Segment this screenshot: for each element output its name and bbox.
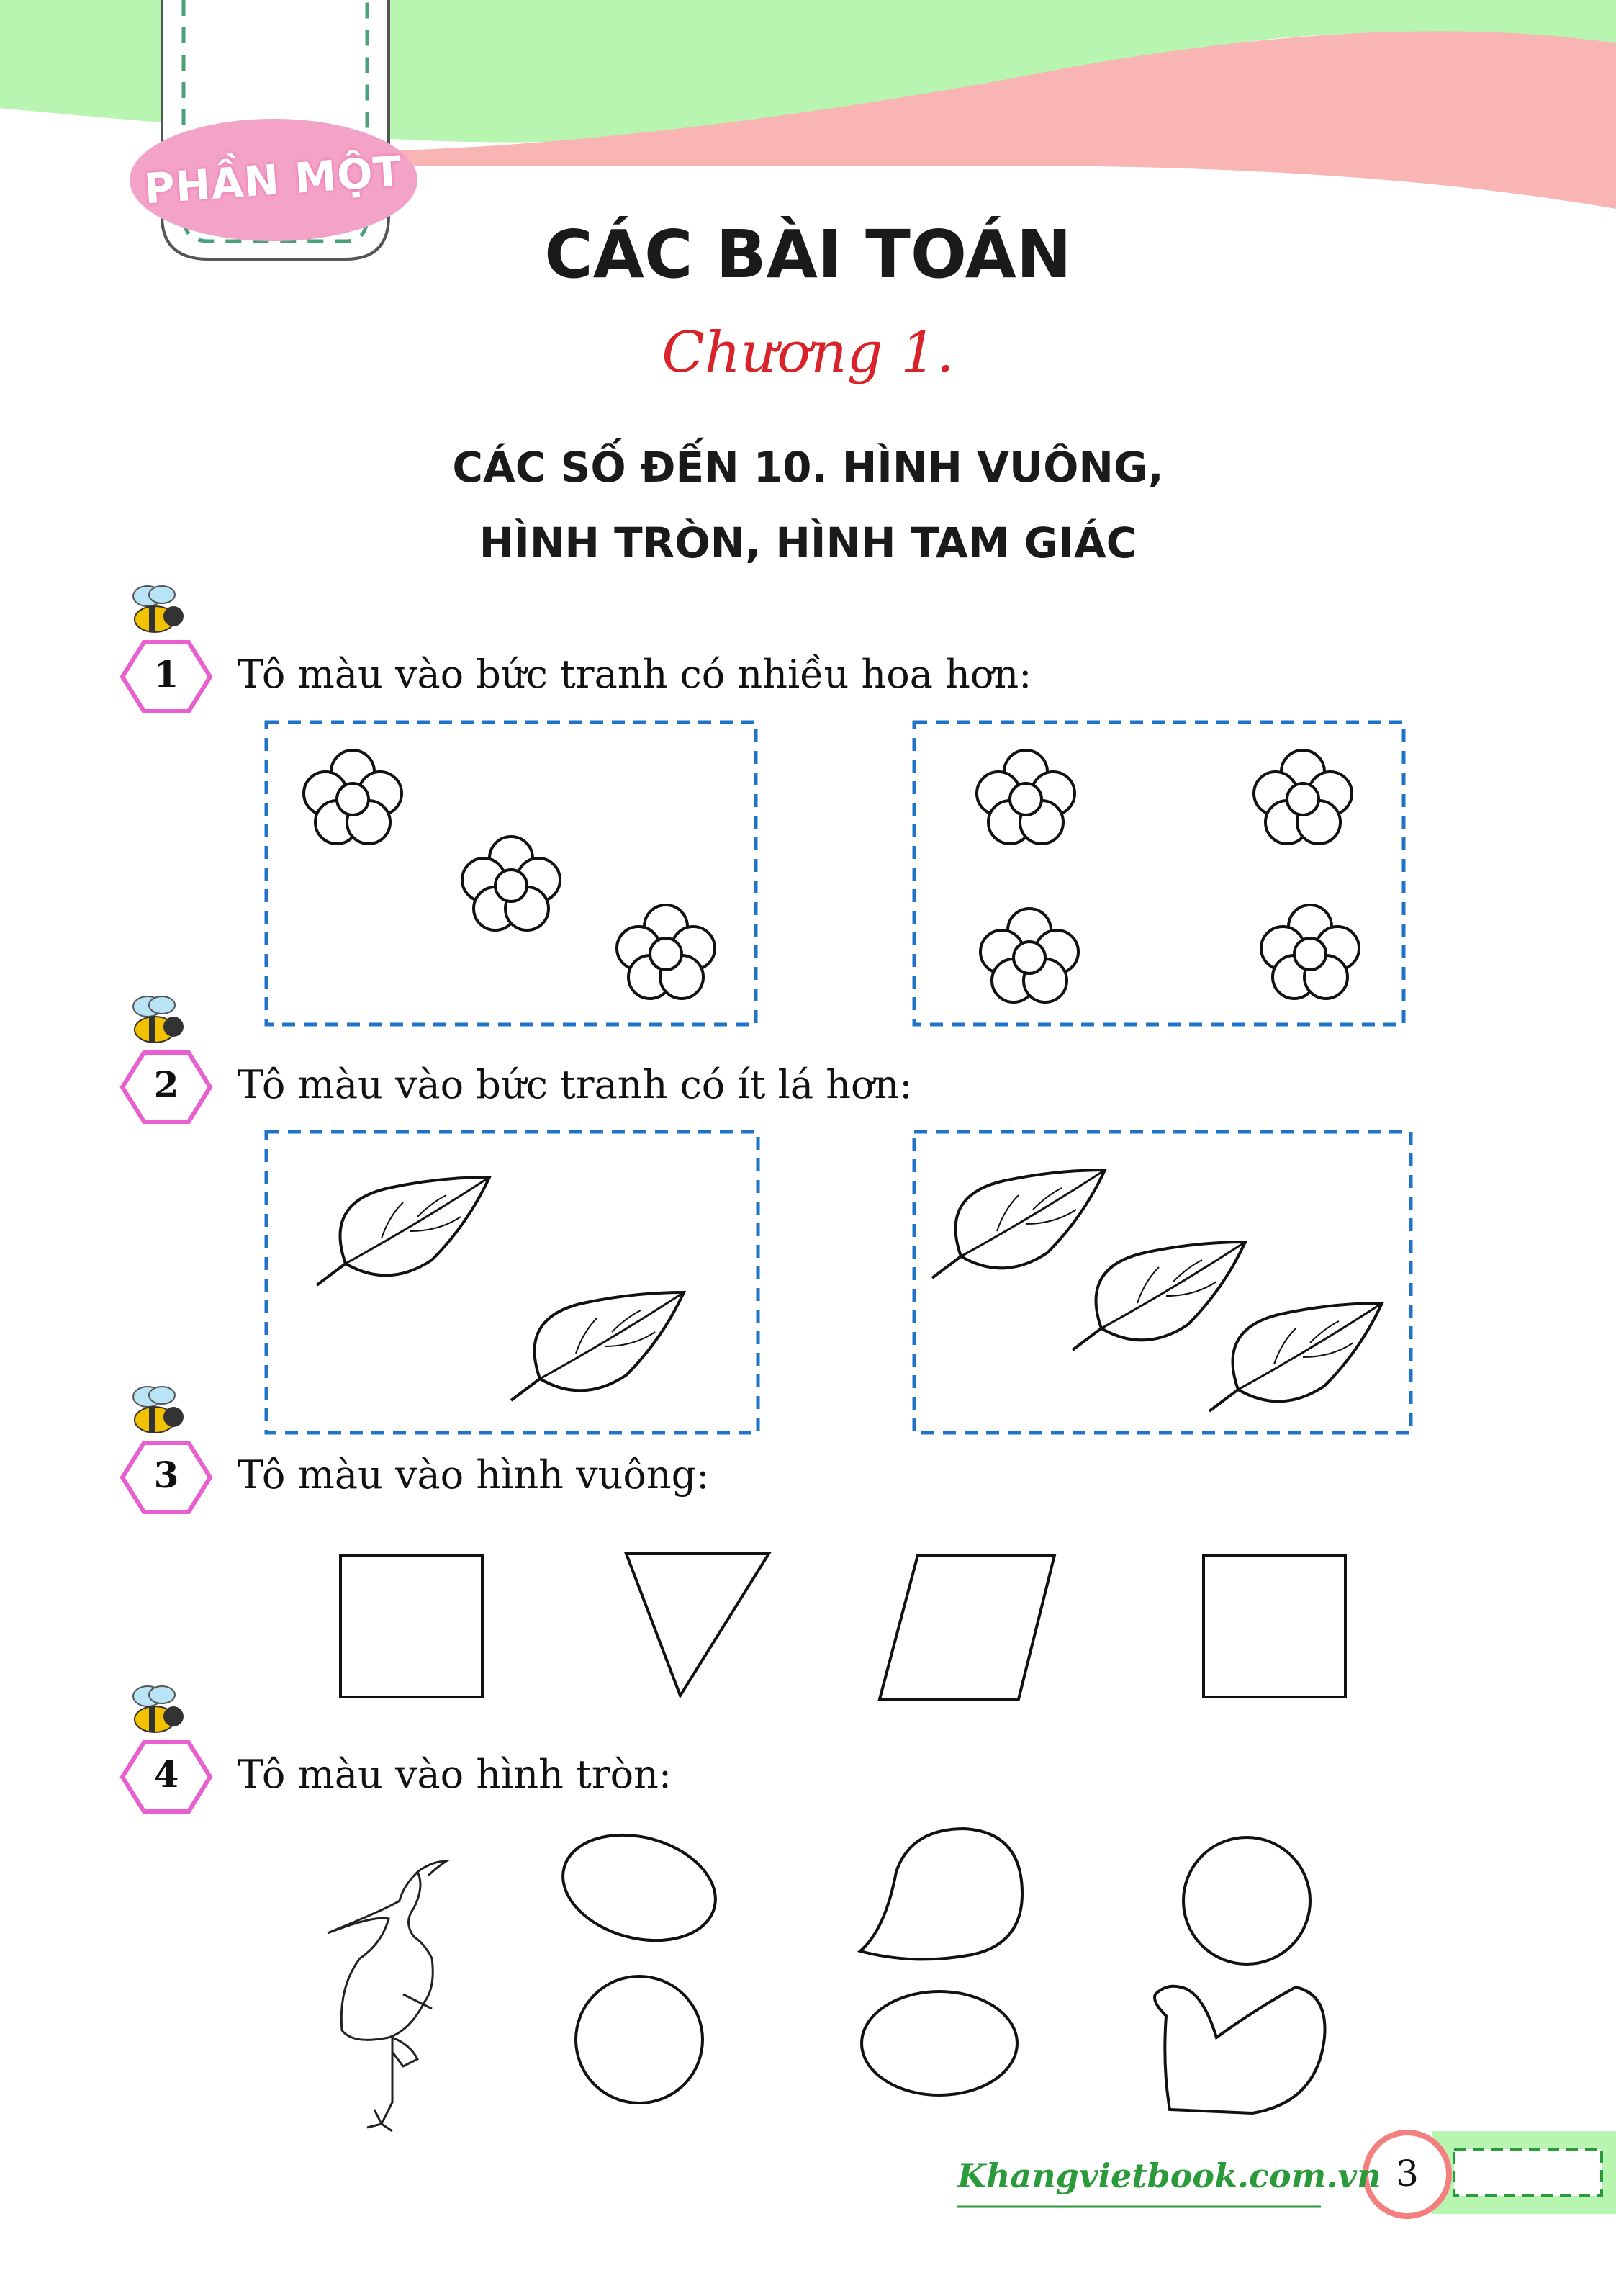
question-1-number: 1	[153, 653, 179, 695]
question-1-text: Tô màu vào bức tranh có nhiều hoa hơn:	[238, 652, 1032, 697]
part-label: PHẦN MỘT	[143, 146, 405, 214]
question-3-number: 3	[153, 1454, 179, 1496]
leaf-icon	[1209, 1303, 1382, 1411]
chapter-heading: Chương 1.	[662, 320, 954, 385]
flower-icon	[462, 837, 560, 930]
leaf-icon	[932, 1170, 1105, 1278]
circle-shape[interactable]	[576, 1976, 703, 2103]
page-number: 3	[1396, 2153, 1419, 2194]
question-3-text: Tô màu vào hình vuông:	[238, 1452, 710, 1498]
oval-shape[interactable]	[551, 1819, 728, 1956]
leaf-icon	[511, 1292, 684, 1400]
flower-icon	[304, 750, 402, 844]
teardrop-shape[interactable]	[860, 1829, 1022, 1959]
square-shape[interactable]	[1204, 1555, 1345, 1697]
section-subtitle-line2: HÌNH TRÒN, HÌNH TAM GIÁC	[479, 518, 1137, 567]
flower-icon	[1254, 750, 1352, 844]
bee-icon	[133, 996, 184, 1043]
heron-drawing	[328, 1861, 446, 2131]
q2-picture-box-left[interactable]	[266, 1132, 758, 1433]
bird-shape[interactable]	[1155, 1986, 1325, 2113]
flower-icon	[977, 750, 1075, 844]
leaf-icon	[317, 1177, 489, 1285]
parallelogram-shape[interactable]	[880, 1555, 1055, 1699]
triangle-shape[interactable]	[626, 1554, 769, 1696]
question-2-text: Tô màu vào bức tranh có ít lá hơn:	[238, 1062, 913, 1107]
square-shape[interactable]	[340, 1555, 482, 1697]
flower-icon	[980, 909, 1078, 1002]
question-2-number: 2	[153, 1063, 179, 1106]
bee-icon	[133, 1686, 184, 1732]
section-subtitle-line1: CÁC SỐ ĐẾN 10. HÌNH VUÔNG,	[452, 443, 1164, 492]
flower-icon	[1261, 905, 1359, 999]
bee-icon	[133, 586, 184, 632]
question-4-number: 4	[153, 1753, 179, 1796]
footer-dashed-tag	[1454, 2149, 1602, 2196]
question-4-text: Tô màu vào hình tròn:	[238, 1752, 672, 1797]
oval-shape[interactable]	[862, 1991, 1017, 2095]
circle-shape[interactable]	[1183, 1837, 1310, 1964]
page-title: CÁC BÀI TOÁN	[544, 216, 1072, 293]
flower-icon	[617, 905, 715, 999]
bee-icon	[133, 1387, 184, 1433]
footer-website: Khangvietbook.com.vn	[957, 2156, 1381, 2195]
leaf-icon	[1073, 1242, 1245, 1350]
